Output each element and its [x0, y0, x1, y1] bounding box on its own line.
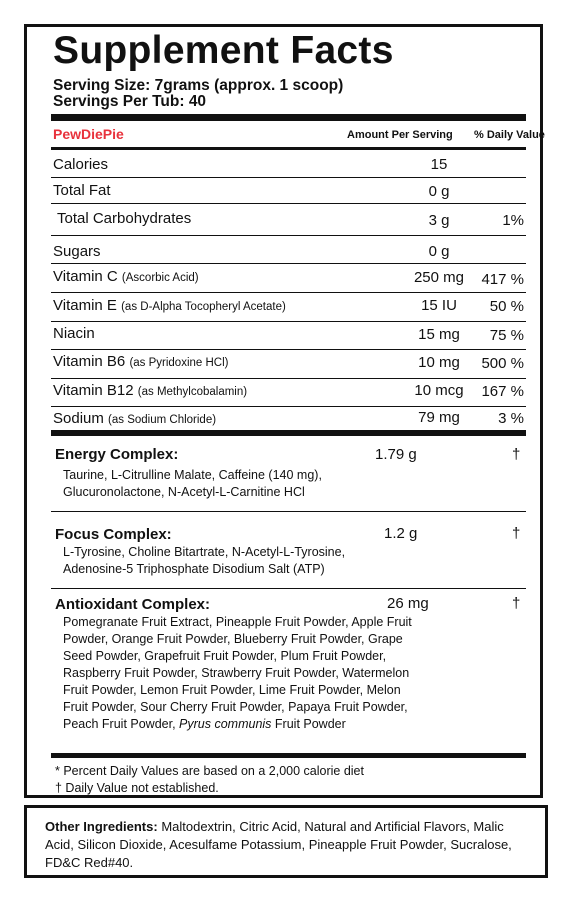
nutrient-row — [51, 204, 526, 235]
nutrient-name: Vitamin B6 (as Pyridoxine HCl) — [53, 353, 229, 370]
servings-per-label: Servings Per Tub: — [53, 93, 185, 110]
daily-value-header: % Daily Value — [474, 129, 545, 141]
nutrient-amount: 10 mcg — [414, 382, 464, 399]
nutrient-amount: 15 — [430, 156, 448, 173]
energy-complex-dagger: † — [512, 446, 521, 463]
other-ingredients-panel — [24, 805, 548, 878]
nutrient-name: Sugars — [53, 243, 101, 260]
antioxidant-complex-title: Antioxidant Complex: — [55, 596, 211, 613]
amount-header: Amount Per Serving — [347, 129, 453, 141]
nutrient-amount: 250 mg — [413, 269, 465, 286]
nutrient-daily-value: 50 % — [489, 298, 524, 315]
nutrient-amount: 15 IU — [421, 297, 457, 314]
nutrient-row — [51, 236, 526, 263]
nutrient-row — [51, 178, 526, 203]
percent-daily-value-note: * Percent Daily Values are based on a 2,000 calorie diet — [55, 764, 364, 778]
serving-size-value: 7grams (approx. 1 scoop) — [154, 77, 344, 94]
section-divider — [51, 511, 526, 512]
brand-name: PewDiePie — [53, 126, 124, 142]
nutrient-name: Sodium (as Sodium Chloride) — [53, 410, 217, 427]
nutrient-row — [51, 293, 526, 321]
energy-complex-amount: 1.79 g — [375, 446, 417, 463]
nutrient-daily-value: 167 % — [481, 383, 524, 400]
nutrient-daily-value: 500 % — [481, 355, 524, 372]
other-ingredients-text — [45, 818, 535, 872]
nutrient-name: Vitamin C (Ascorbic Acid) — [53, 268, 199, 285]
nutrient-amount: 79 mg — [418, 409, 460, 426]
dagger-note: † Daily Value not established. — [55, 781, 219, 795]
nutrient-amount: 0 g — [428, 243, 450, 260]
nutrient-name: Total Carbohydrates — [57, 210, 192, 227]
focus-complex-title: Focus Complex: — [55, 526, 172, 543]
focus-complex-amount: 1.2 g — [384, 525, 418, 542]
energy-complex-ingredients: Taurine, L-Citrulline Malate, Caffeine (140 mg), Glucuronolactone, N-Acetyl-L-Carnitine HCl — [63, 468, 322, 499]
nutrient-name: Vitamin E (as D-Alpha Tocopheryl Acetate) — [53, 297, 286, 314]
nutrient-row — [51, 322, 526, 349]
nutrient-name: Calories — [53, 156, 109, 173]
nutrient-amount: 3 g — [428, 212, 450, 229]
section-divider — [51, 588, 526, 589]
nutrient-row — [51, 407, 526, 431]
panel-title: Supplement Facts — [53, 29, 394, 72]
nutrient-row — [51, 379, 526, 406]
antioxidant-complex-amount: 26 mg — [387, 595, 429, 612]
focus-complex-ingredients: L-Tyrosine, Choline Bitartrate, N-Acetyl-L-Tyrosine, Adenosine-5 Triphosphate Disodium Salt (ATP) — [63, 545, 346, 576]
nutrient-name: Niacin — [53, 325, 95, 342]
antioxidant-complex-ingredients: Pomegranate Fruit Extract, Pineapple Fruit Powder, Apple Fruit Powder, Orange Fruit Powder, Blueberry Fruit Powder, Grape Seed Powder, Grapefruit Fruit Powder, Plum Fruit Powder, Raspberry Fruit Powder, Strawberry Fruit Powder, Watermelon Fruit Powder, Lemon Fruit Powder, Lime Fruit Powder, Melon Fruit Powder, Sour Cherry Fruit Powder, Papaya Fruit Powder, Peach Fruit Powder, Pyrus communis Fruit Powder — [63, 615, 412, 731]
thick-divider — [51, 753, 526, 758]
nutrient-amount: 10 mg — [418, 354, 460, 371]
nutrient-daily-value: 417 % — [481, 271, 524, 288]
nutrient-row — [51, 150, 526, 177]
servings-per-container — [53, 94, 206, 110]
supplement-facts-panel — [24, 24, 543, 798]
nutrient-daily-value: 3 % — [498, 410, 524, 427]
nutrient-name: Total Fat — [53, 182, 111, 199]
serving-size-label: Serving Size: — [53, 77, 151, 94]
nutrient-amount: 0 g — [428, 183, 450, 200]
nutrient-row — [51, 350, 526, 378]
thick-divider — [51, 114, 526, 121]
thick-divider — [51, 430, 526, 436]
antioxidant-complex-dagger: † — [512, 595, 521, 612]
other-ingredients-list: Maltodextrin, Citric Acid, Natural and Artificial Flavors, Malic Acid, Silicon Dioxide, Acesulfame Potassium, Pineapple Fruit Powder, Sucralose, FD&C Red#40. — [45, 819, 512, 870]
servings-per-value: 40 — [188, 93, 207, 110]
nutrient-daily-value: 1% — [502, 212, 524, 229]
nutrient-amount: 15 mg — [418, 326, 460, 343]
nutrient-row — [51, 264, 526, 292]
other-ingredients-label: Other Ingredients: — [45, 819, 158, 834]
nutrient-name: Vitamin B12 (as Methylcobalamin) — [53, 382, 248, 399]
serving-size — [53, 78, 343, 94]
nutrient-daily-value: 75 % — [489, 327, 524, 344]
focus-complex-dagger: † — [512, 525, 521, 542]
energy-complex-title: Energy Complex: — [55, 446, 179, 463]
